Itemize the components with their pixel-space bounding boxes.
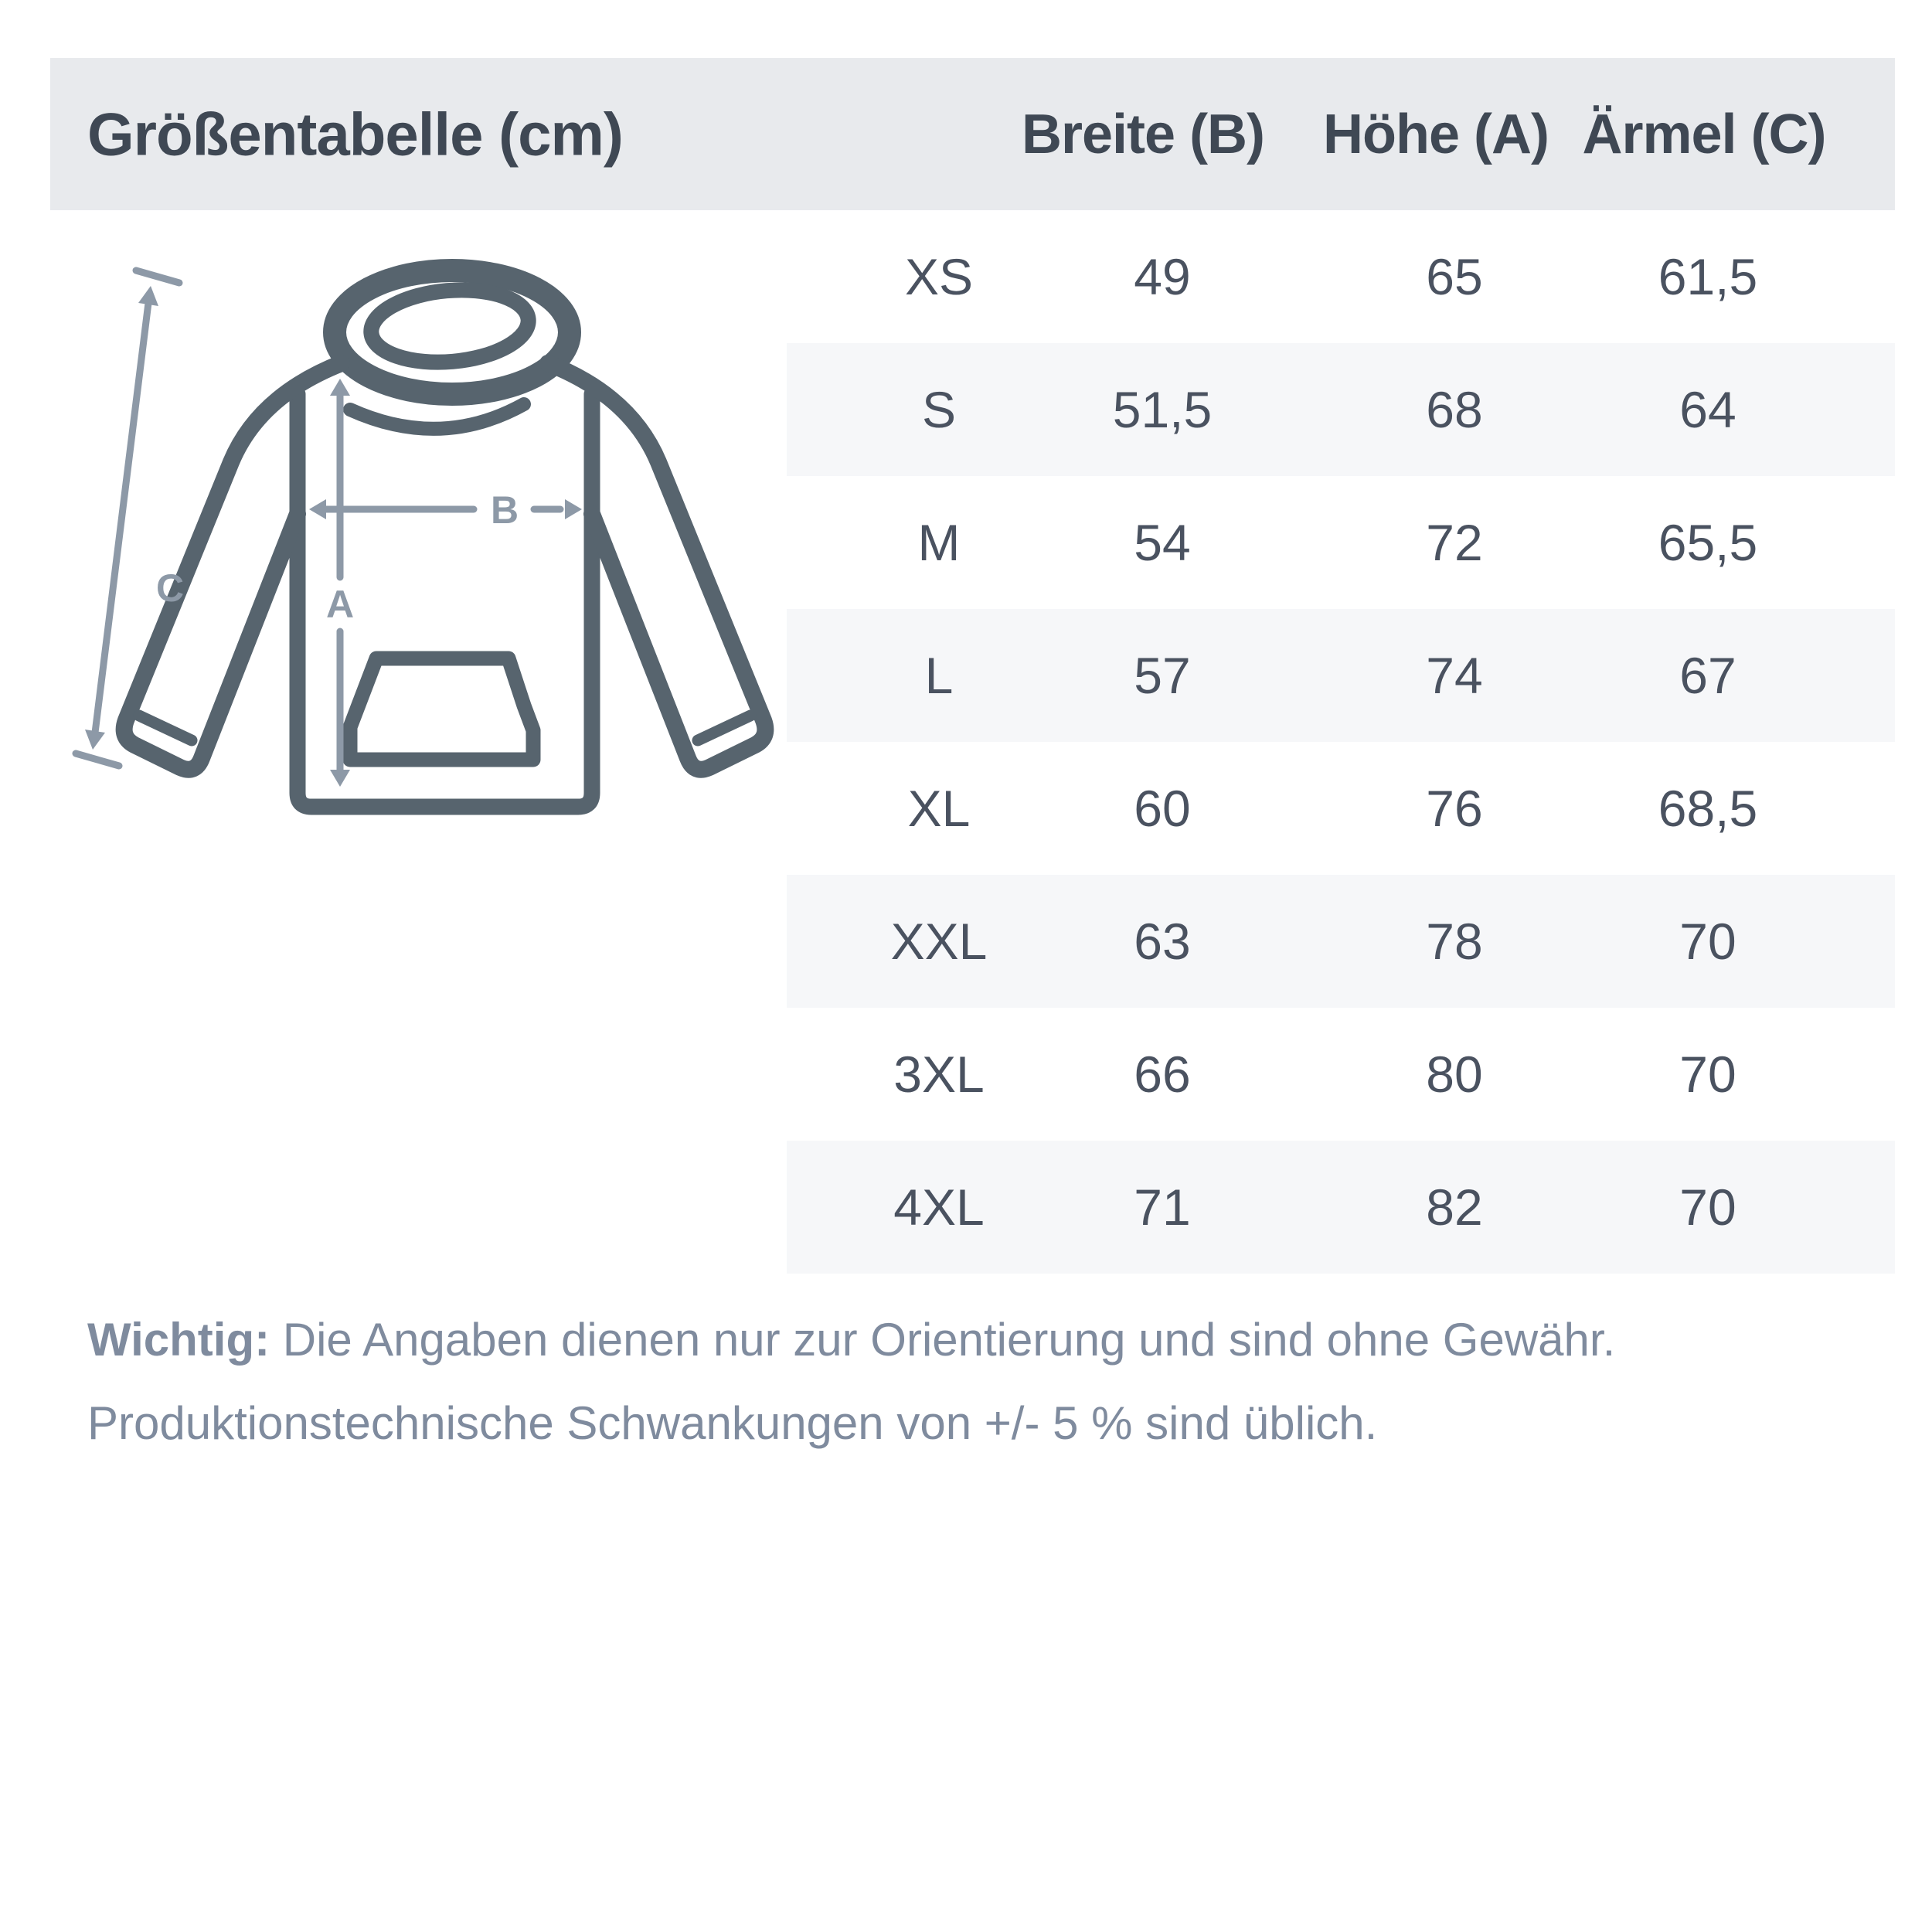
aermel-value: 70 bbox=[1679, 1046, 1736, 1103]
disclaimer-line-1 bbox=[87, 1298, 1865, 1382]
hood-inner-ring bbox=[368, 284, 531, 368]
aermel-value: 64 bbox=[1679, 381, 1736, 438]
breite-value: 49 bbox=[1134, 248, 1191, 305]
breite-value: 54 bbox=[1134, 514, 1191, 571]
dimension-label-a: A bbox=[325, 583, 355, 626]
size-cell: 3XL bbox=[893, 1046, 985, 1103]
disclaimer-emphasis: Wichtig: bbox=[87, 1314, 270, 1366]
table-row-s bbox=[787, 343, 1895, 476]
hoehe-value: 78 bbox=[1426, 913, 1483, 970]
table-row-xl bbox=[787, 742, 1895, 875]
breite-value: 57 bbox=[1134, 647, 1191, 704]
size-cell: XL bbox=[907, 780, 971, 837]
right-sleeve bbox=[548, 363, 765, 770]
table-row-l bbox=[787, 609, 1895, 742]
column-header-aermel: Ärmel (C) bbox=[1582, 103, 1826, 165]
left-cuff-seam bbox=[139, 716, 192, 740]
size-cell: S bbox=[921, 381, 957, 438]
aermel-value: 70 bbox=[1679, 1179, 1736, 1236]
breite-value: 60 bbox=[1134, 780, 1191, 837]
breite-value: 66 bbox=[1134, 1046, 1191, 1103]
hoehe-value: 68 bbox=[1426, 381, 1483, 438]
hoehe-value: 82 bbox=[1426, 1179, 1483, 1236]
size-table bbox=[787, 210, 1895, 1274]
size-cell: XXL bbox=[890, 913, 988, 970]
aermel-value: 68,5 bbox=[1658, 780, 1758, 837]
table-row-m bbox=[787, 476, 1895, 609]
table-row-3xl bbox=[787, 1008, 1895, 1141]
table-row-xs bbox=[787, 210, 1895, 343]
page-title: Größentabelle (cm) bbox=[87, 100, 623, 168]
size-cell: M bbox=[917, 514, 961, 571]
size-cell: XS bbox=[904, 248, 974, 305]
dimension-label-b: B bbox=[490, 488, 519, 532]
aermel-value: 67 bbox=[1679, 647, 1736, 704]
dimension-label-c: C bbox=[155, 566, 185, 610]
collar-drape bbox=[350, 404, 524, 429]
breite-value: 63 bbox=[1134, 913, 1191, 970]
size-cell: L bbox=[924, 647, 954, 704]
disclaimer-note bbox=[87, 1298, 1865, 1465]
hoehe-value: 72 bbox=[1426, 514, 1483, 571]
hoodie-outline bbox=[124, 270, 766, 807]
hoehe-value: 76 bbox=[1426, 780, 1483, 837]
hoehe-value: 65 bbox=[1426, 248, 1483, 305]
table-row-xxl bbox=[787, 875, 1895, 1008]
header-band bbox=[50, 58, 1895, 210]
breite-value: 51,5 bbox=[1112, 381, 1213, 438]
pocket bbox=[350, 658, 533, 760]
sleeve-arrow-c bbox=[76, 270, 179, 766]
column-header-breite: Breite (B) bbox=[1021, 103, 1265, 165]
hoehe-value: 74 bbox=[1426, 647, 1483, 704]
disclaimer-line-2: Produktionstechnische Schwankungen von +/- 5 % sind üblich. bbox=[87, 1397, 1378, 1449]
aermel-value: 70 bbox=[1679, 913, 1736, 970]
hoodie-diagram-svg bbox=[66, 220, 800, 877]
hoehe-value: 80 bbox=[1426, 1046, 1483, 1103]
right-cuff-seam bbox=[698, 716, 750, 740]
hoodie-diagram bbox=[66, 220, 800, 877]
aermel-value: 65,5 bbox=[1658, 514, 1758, 571]
column-header-hoehe: Höhe (A) bbox=[1323, 103, 1549, 165]
table-row-4xl bbox=[787, 1141, 1895, 1274]
breite-value: 71 bbox=[1134, 1179, 1191, 1236]
width-arrow-b bbox=[309, 499, 582, 519]
size-cell: 4XL bbox=[893, 1179, 985, 1236]
aermel-value: 61,5 bbox=[1658, 248, 1758, 305]
disclaimer-text-1: Die Angaben dienen nur zur Orientierung und sind ohne Gewähr. bbox=[270, 1314, 1616, 1366]
